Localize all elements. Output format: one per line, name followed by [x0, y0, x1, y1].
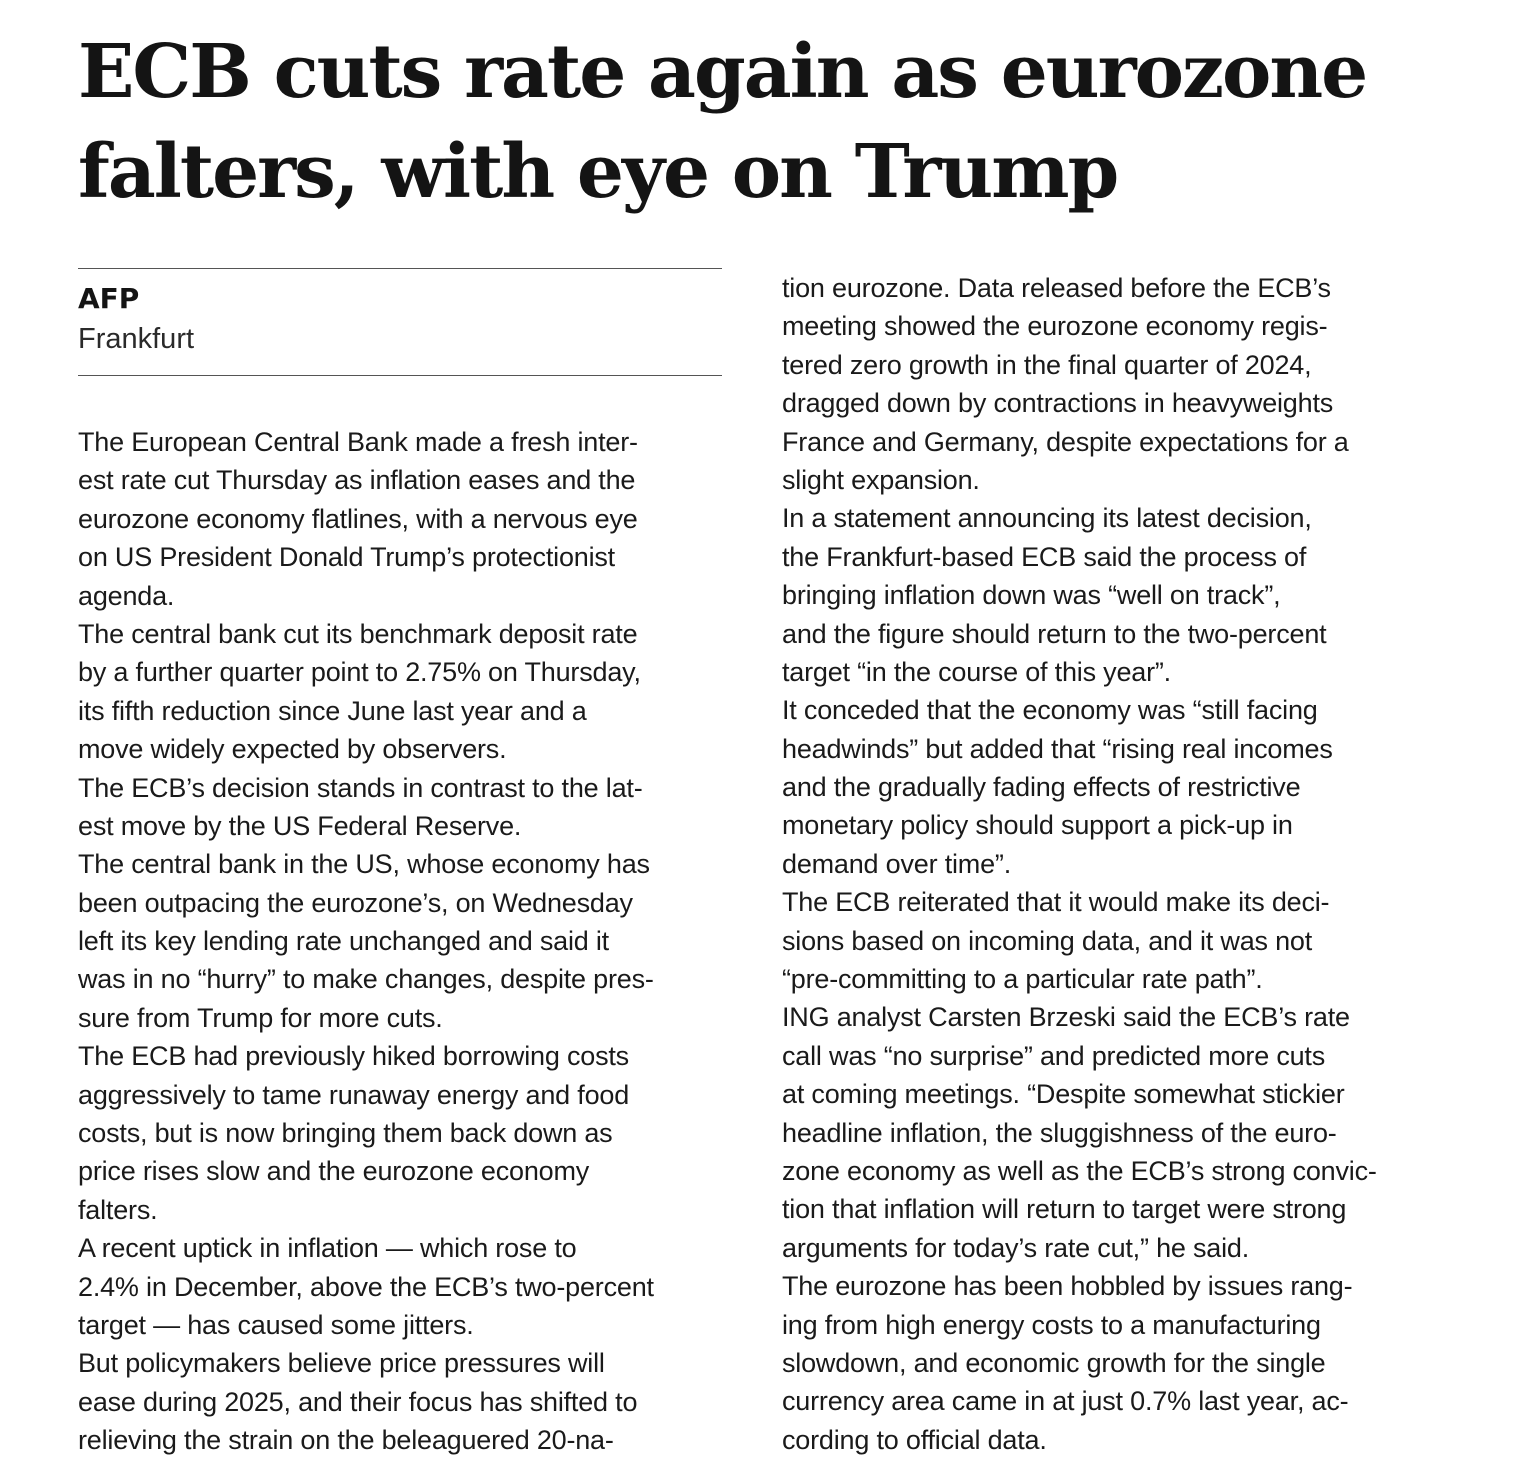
body-line: the Frankfurt-based ECB said the process of	[782, 541, 1307, 572]
body-line: est rate cut Thursday as inflation eases and the	[78, 465, 636, 496]
body-line: by a further quarter point to 2.75% on Thursday,	[78, 657, 641, 688]
body-line: on US President Donald Trump’s protectionist	[78, 542, 615, 573]
headline-line: falters, with eye on Trump	[78, 129, 1118, 215]
body-line: price rises slow and the eurozone economy	[78, 1156, 590, 1187]
body-line: falters.	[78, 1194, 158, 1225]
body-line: been outpacing the eurozone’s, on Wednesday	[78, 887, 633, 918]
body-line: target “in the course of this year”.	[782, 656, 1171, 687]
body-line: monetary policy should support a pick-up in	[782, 810, 1293, 841]
body-column-right	[782, 269, 1427, 1459]
body-line: zone economy as well as the ECB’s strong convic-	[782, 1155, 1377, 1186]
body-line: demand over time”.	[782, 848, 1011, 879]
body-line: move widely expected by observers.	[78, 734, 507, 765]
body-line: But policymakers believe price pressures will	[78, 1348, 605, 1379]
body-line: at coming meetings. “Despite somewhat stickier	[782, 1079, 1345, 1110]
headline-line: ECB cuts rate again as eurozone	[78, 29, 1367, 115]
body-line: The European Central Bank made a fresh inter-	[78, 427, 638, 457]
body-line: slight expansion.	[782, 464, 980, 495]
body-line: France and Germany, despite expectations for a	[782, 426, 1349, 457]
body-line: ease during 2025, and their focus has shifted to	[78, 1386, 638, 1417]
body-line: and the gradually fading effects of restrictive	[782, 772, 1301, 803]
body-line: and the figure should return to the two-percent	[782, 618, 1327, 649]
body-line: eurozone economy flatlines, with a nervous eye	[78, 503, 638, 534]
body-line: It conceded that the economy was “still facing	[782, 695, 1318, 726]
body-line: The ECB reiterated that it would make its deci-	[782, 887, 1330, 918]
headline	[78, 22, 1498, 222]
body-line: meeting showed the eurozone economy regis-	[782, 311, 1328, 342]
body-line: The eurozone has been hobbled by issues rang-	[782, 1271, 1353, 1302]
body-line: agenda.	[78, 580, 175, 611]
body-line: its fifth reduction since June last year and a	[78, 695, 587, 726]
body-line: The ECB’s decision stands in contrast to the lat-	[78, 772, 643, 803]
body-line: The central bank in the US, whose economy has	[78, 849, 650, 880]
body-line: ing from high energy costs to a manufacturing	[782, 1309, 1321, 1340]
body-line: ING analyst Carsten Brzeski said the ECB’s rate	[782, 1002, 1350, 1033]
body-line: left its key lending rate unchanged and said it	[78, 926, 609, 957]
body-line: 2.4% in December, above the ECB’s two-percent	[78, 1271, 654, 1302]
body-line: tion eurozone. Data released before the ECB’s	[782, 273, 1331, 303]
body-line: call was “no surprise” and predicted more cuts	[782, 1040, 1326, 1071]
body-line: The central bank cut its benchmark deposit rate	[78, 618, 638, 649]
body-line: “pre-committing to a particular rate path”.	[782, 964, 1263, 995]
body-line: tered zero growth in the final quarter of 2024,	[782, 349, 1312, 380]
body-line: A recent uptick in inflation — which rose to	[78, 1233, 577, 1264]
body-line: sions based on incoming data, and it was not	[782, 925, 1313, 956]
body-line: dragged down by contractions in heavyweights	[782, 388, 1334, 419]
body-line: sure from Trump for more cuts.	[78, 1002, 443, 1033]
body-line: headwinds” but added that “rising real incomes	[782, 733, 1333, 764]
body-line: The ECB had previously hiked borrowing costs	[78, 1041, 629, 1072]
body-line: costs, but is now bringing them back down as	[78, 1118, 613, 1149]
body-line: bringing inflation down was “well on track”,	[782, 580, 1281, 611]
body-line: In a statement announcing its latest decision,	[782, 503, 1312, 534]
body-line: aggressively to tame runaway energy and food	[78, 1079, 630, 1110]
body-line: slowdown, and economic growth for the single	[782, 1347, 1326, 1378]
body-column-left	[78, 423, 728, 1460]
body-line: currency area came in at just 0.7% last year, ac-	[782, 1386, 1349, 1417]
body-line: headline inflation, the sluggishness of the euro-	[782, 1117, 1337, 1148]
body-line: tion that inflation will return to target were strong	[782, 1194, 1347, 1225]
byline-agency: AFP	[78, 282, 140, 315]
byline	[78, 268, 722, 376]
body-line: est move by the US Federal Reserve.	[78, 810, 522, 841]
body-line: relieving the strain on the beleaguered 20-na-	[78, 1425, 614, 1456]
body-line: arguments for today’s rate cut,” he said.	[782, 1232, 1250, 1263]
body-line: was in no “hurry” to make changes, despite pres-	[78, 964, 654, 995]
byline-dateline: Frankfurt	[78, 323, 195, 355]
body-line: cording to official data.	[782, 1424, 1047, 1455]
body-line: target — has caused some jitters.	[78, 1309, 474, 1340]
